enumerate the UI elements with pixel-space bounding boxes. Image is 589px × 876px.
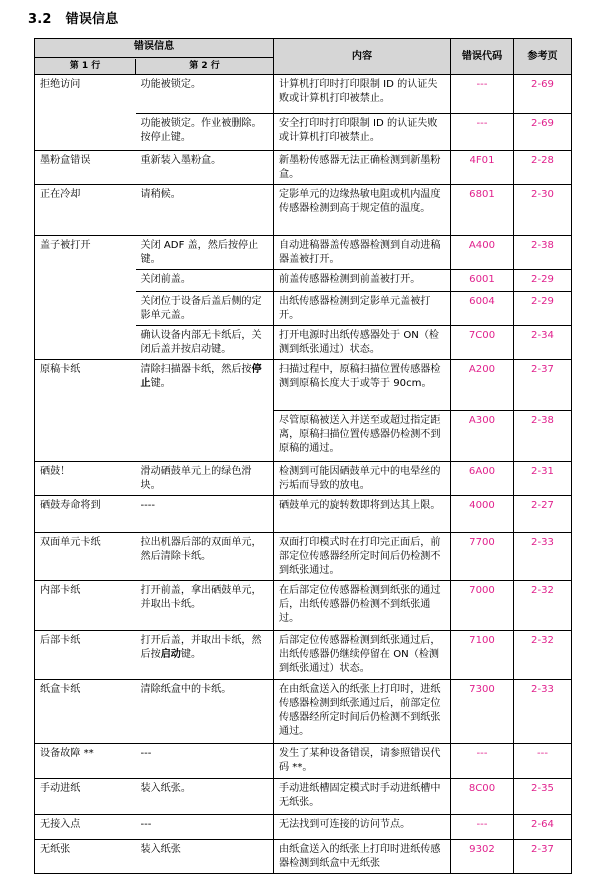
content-cell: 前盖传感器检测到前盖被打开。 [274,270,451,292]
content-cell: 发生了某种设备错误，请参照错误代码 **。 [274,744,451,779]
reference-page-cell: --- [514,744,572,779]
table-row [35,360,572,411]
header-error-message: 错误信息 [35,39,274,60]
line1-cell: 盖子被打开 [35,236,136,360]
reference-page-cell: 2-30 [514,185,572,236]
header-content: 内容 [274,39,451,75]
table-row [35,185,572,236]
reference-page-cell: 2-38 [514,411,572,462]
error-code-cell: 7C00 [451,326,514,360]
error-code-cell: 7000 [451,581,514,631]
error-code-cell: 6001 [451,270,514,292]
line2-cell: 打开后盖，并取出卡纸，然后按启动键。 [136,631,274,680]
line1-cell: 无接入点 [35,815,136,840]
section-title: 错误信息 [65,12,119,27]
content-cell: 扫描过程中，原稿扫描位置传感器检测到原稿长度大于或等于 90cm。 [274,360,451,411]
line2-cell: --- [136,815,274,840]
line1-cell: 正在冷却 [35,185,136,236]
error-code-cell: 9302 [451,840,514,874]
table-row [35,779,572,815]
content-cell: 由纸盒送入的纸张上打印时进纸传感器检测到纸盒中无纸张 [274,840,451,874]
content-cell: 检测到可能因硒鼓单元中的电晕丝的污垢而导致的放电。 [274,462,451,496]
line2-cell: 确认设备内部无卡纸后，关闭后盖并按启动键。 [136,326,274,360]
line2-cell: 关闭位于设备后盖后侧的定影单元盖。 [136,292,274,326]
line1-cell: 拒绝访问 [35,75,136,151]
error-code-cell: 4000 [451,496,514,533]
content-cell: 自动进稿器盖传感器检测到自动进稿器盖被打开。 [274,236,451,270]
reference-page-cell: 2-34 [514,326,572,360]
reference-page-cell: 2-31 [514,462,572,496]
error-code-cell: 7300 [451,680,514,744]
reference-page-cell: 2-33 [514,533,572,581]
error-code-cell: A400 [451,236,514,270]
table-row [35,840,572,874]
content-cell: 新墨粉传感器无法正确检测到新墨粉盒。 [274,151,451,185]
line1-cell: 纸盒卡纸 [35,680,136,744]
line2-cell: --- [136,744,274,779]
table-row [35,496,572,533]
reference-page-cell: 2-32 [514,631,572,680]
content-cell: 计算机打印时打印限制 ID 的认证失败或计算机打印被禁止。 [274,75,451,114]
content-cell: 安全打印时打印限制 ID 的认证失败或计算机打印被禁止。 [274,114,451,151]
reference-page-cell: 2-29 [514,292,572,326]
content-cell: 后部定位传感器检测到纸张通过后，出纸传感器仍继续停留在 ON（检测到纸张通过）状态。 [274,631,451,680]
line2-cell: 清除纸盒中的卡纸。 [136,680,274,744]
line1-cell: 硒鼓！ [35,462,136,496]
line2-cell: 滑动硒鼓单元上的绿色滑块。 [136,462,274,496]
reference-page-cell: 2-29 [514,270,572,292]
error-code-cell: --- [451,744,514,779]
line2-cell: ---- [136,496,274,533]
error-code-cell: --- [451,75,514,114]
line2-cell: 关闭 ADF 盖，然后按停止键。 [136,236,274,270]
content-cell: 硒鼓单元的旋转数即将到达其上限。 [274,496,451,533]
header-error-code: 错误代码 [451,39,514,75]
line1-cell: 硒鼓寿命将到 [35,496,136,533]
content-cell: 无法找到可连接的访问节点。 [274,815,451,840]
table-row [35,631,572,680]
line2-cell: 装入纸张。 [136,779,274,815]
error-code-cell: 6801 [451,185,514,236]
line1-cell: 无纸张 [35,840,136,874]
content-cell: 手动进纸槽固定模式时手动进纸槽中无纸张。 [274,779,451,815]
header-line-2: 第 2 行 [136,59,274,75]
reference-page-cell: 2-32 [514,581,572,631]
content-cell: 打开电源时出纸传感器处于 ON（检测到纸张通过）状态。 [274,326,451,360]
line2-cell: 关闭前盖。 [136,270,274,292]
line2-cell: 重新装入墨粉盒。 [136,151,274,185]
section-number: 3.2 [28,12,52,27]
start-key-label: 启动 [160,649,181,660]
reference-page-cell: 2-33 [514,680,572,744]
table-row [35,680,572,744]
content-cell: 双面打印模式时在打印完正面后，前部定位传感器经所定时间后仍检测不到纸张通过。 [274,533,451,581]
reference-page-cell: 2-69 [514,75,572,114]
error-code-cell: --- [451,114,514,151]
reference-page-cell: 2-28 [514,151,572,185]
error-code-cell: A200 [451,360,514,411]
line2-cell: 打开前盖，拿出硒鼓单元，并取出卡纸。 [136,581,274,631]
line2-cell: 清除扫描器卡纸，然后按停止键。 [136,360,274,462]
error-code-cell: 6004 [451,292,514,326]
line1-cell: 手动进纸 [35,779,136,815]
table-row [35,533,572,581]
error-code-cell: 4F01 [451,151,514,185]
table-row [35,744,572,779]
header-reference-page: 参考页 [514,39,572,75]
table-row [35,151,572,185]
line1-cell: 内部卡纸 [35,581,136,631]
reference-page-cell: 2-37 [514,360,572,411]
table-row [35,581,572,631]
table-row [35,75,572,114]
error-code-cell: 7700 [451,533,514,581]
reference-page-cell: 2-69 [514,114,572,151]
stop-key-label: 停止 [140,364,262,389]
error-code-cell: --- [451,815,514,840]
line1-cell: 后部卡纸 [35,631,136,680]
line2-cell: 功能被锁定。作业被删除。按停止键。 [136,114,274,151]
content-cell: 尽管原稿被送入并送至或超过指定距离，原稿扫描位置传感器仍检测不到原稿的通过。 [274,411,451,462]
error-message-table [34,38,572,874]
line2-cell: 请稍候。 [136,185,274,236]
section-heading [28,8,118,27]
line2-cell: 拉出机器后部的双面单元，然后清除卡纸。 [136,533,274,581]
content-cell: 在后部定位传感器检测到纸张的通过后，出纸传感器仍检测不到纸张通过。 [274,581,451,631]
content-cell: 在由纸盒送入的纸张上打印时，进纸传感器检测到纸张通过后，前部定位传感器经所定时间后仍检测不到纸张通过。 [274,680,451,744]
reference-page-cell: 2-27 [514,496,572,533]
line1-cell: 设备故障 ** [35,744,136,779]
header-line-1: 第 1 行 [35,59,136,75]
content-cell: 定影单元的边缘热敏电阻或机内温度传感器检测到高于规定值的温度。 [274,185,451,236]
line1-cell: 墨粉盒错误 [35,151,136,185]
reference-page-cell: 2-35 [514,779,572,815]
error-code-cell: 6A00 [451,462,514,496]
table-row [35,815,572,840]
error-code-cell: A300 [451,411,514,462]
reference-page-cell: 2-37 [514,840,572,874]
table-row [35,236,572,270]
line1-cell: 双面单元卡纸 [35,533,136,581]
table-row [35,462,572,496]
line2-cell: 装入纸张 [136,840,274,874]
line1-cell: 原稿卡纸 [35,360,136,462]
line2-cell: 功能被锁定。 [136,75,274,114]
reference-page-cell: 2-38 [514,236,572,270]
error-code-cell: 8C00 [451,779,514,815]
reference-page-cell: 2-64 [514,815,572,840]
error-code-cell: 7100 [451,631,514,680]
content-cell: 出纸传感器检测到定影单元盖被打开。 [274,292,451,326]
